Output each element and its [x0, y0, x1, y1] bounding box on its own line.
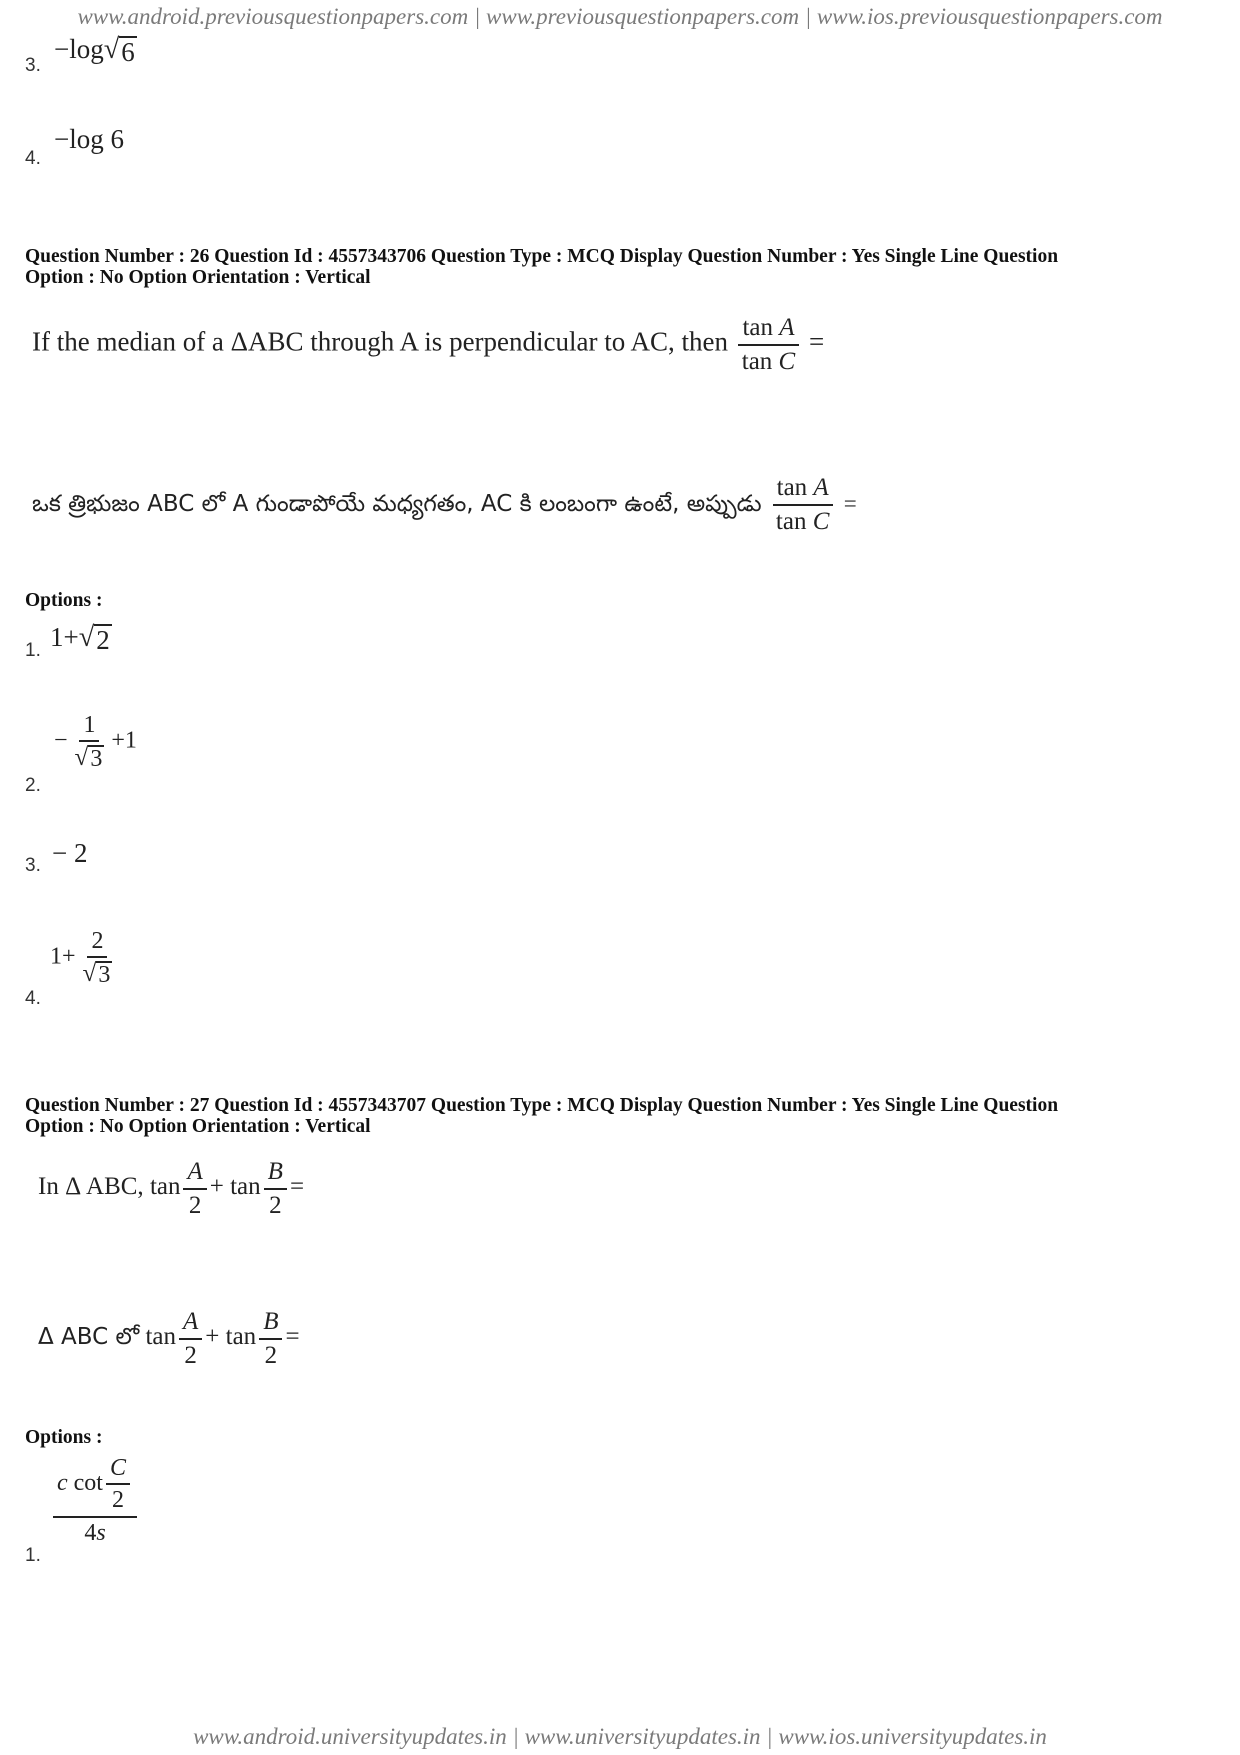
q26-option-3-math: − 2 — [52, 838, 88, 868]
question-27-telugu: Δ ABC లో tan $\frac{A}{2}$ + tan $\frac{B}{2}$ = — [38, 1308, 300, 1369]
prev-option-4-math: −log 6 — [54, 124, 124, 154]
option-number: 1. — [25, 640, 41, 661]
option-number: 4. — [25, 148, 41, 169]
question-26-meta: Question Number : 26 Question Id : 4557343706 Question Type : MCQ Display Question Number : Yes Single Line Question Option : No Option Orientation : Vertical — [25, 246, 1059, 288]
question-26-telugu: ఒక త్రిభుజం ABC లో A గుండాపోయే మధ్యగతం, AC కి లంబంగా ఉంటే, అప్పుడు $\frac{\text{tan A}}{\text{tan C}}$ = — [32, 474, 857, 535]
option-number: 1. — [25, 1545, 41, 1566]
question-27-english: In Δ ABC, tan $\frac{A}{2}$ + tan $\frac{B}{2}$ = — [38, 1158, 305, 1219]
prev-option-3-math: −log √ 6 — [54, 34, 135, 67]
tan-ratio-fraction: $\frac{\text{tan A}}{\text{tan C}}$ — [738, 314, 799, 375]
footer-watermark: www.android.universityupdates.in | www.universityupdates.in | www.ios.universityupdates.in — [193, 1724, 1047, 1749]
q27-option-1-math: c cot $\frac{C}{2}$ 4s — [50, 1455, 140, 1546]
header-watermark: www.android.previousquestionpapers.com | www.previousquestionpapers.com | www.ios.previousquestionpapers.com — [77, 4, 1163, 29]
options-label: Options : — [25, 1427, 103, 1448]
option-number: 2. — [25, 775, 41, 796]
q26-option-4-math: 1+ 2 √ 3 — [50, 928, 111, 988]
option-number: 4. — [25, 988, 41, 1009]
q26-option-1-math: 1+ √ 2 — [50, 622, 110, 655]
question-26-english: If the median of a ΔABC through A is perpendicular to AC, then $\frac{\text{tan A}}{\text{tan C}}$ = — [32, 314, 825, 375]
option-number: 3. — [25, 55, 41, 76]
question-27-meta: Question Number : 27 Question Id : 4557343707 Question Type : MCQ Display Question Number : Yes Single Line Question Option : No Option Orientation : Vertical — [25, 1095, 1059, 1137]
q26-option-2-math: − 1 √ 3 +1 — [54, 712, 137, 772]
options-label: Options : — [25, 590, 103, 611]
tan-ratio-fraction: $\frac{\text{tan A}}{\text{tan C}}$ — [772, 474, 833, 535]
option-number: 3. — [25, 855, 41, 876]
